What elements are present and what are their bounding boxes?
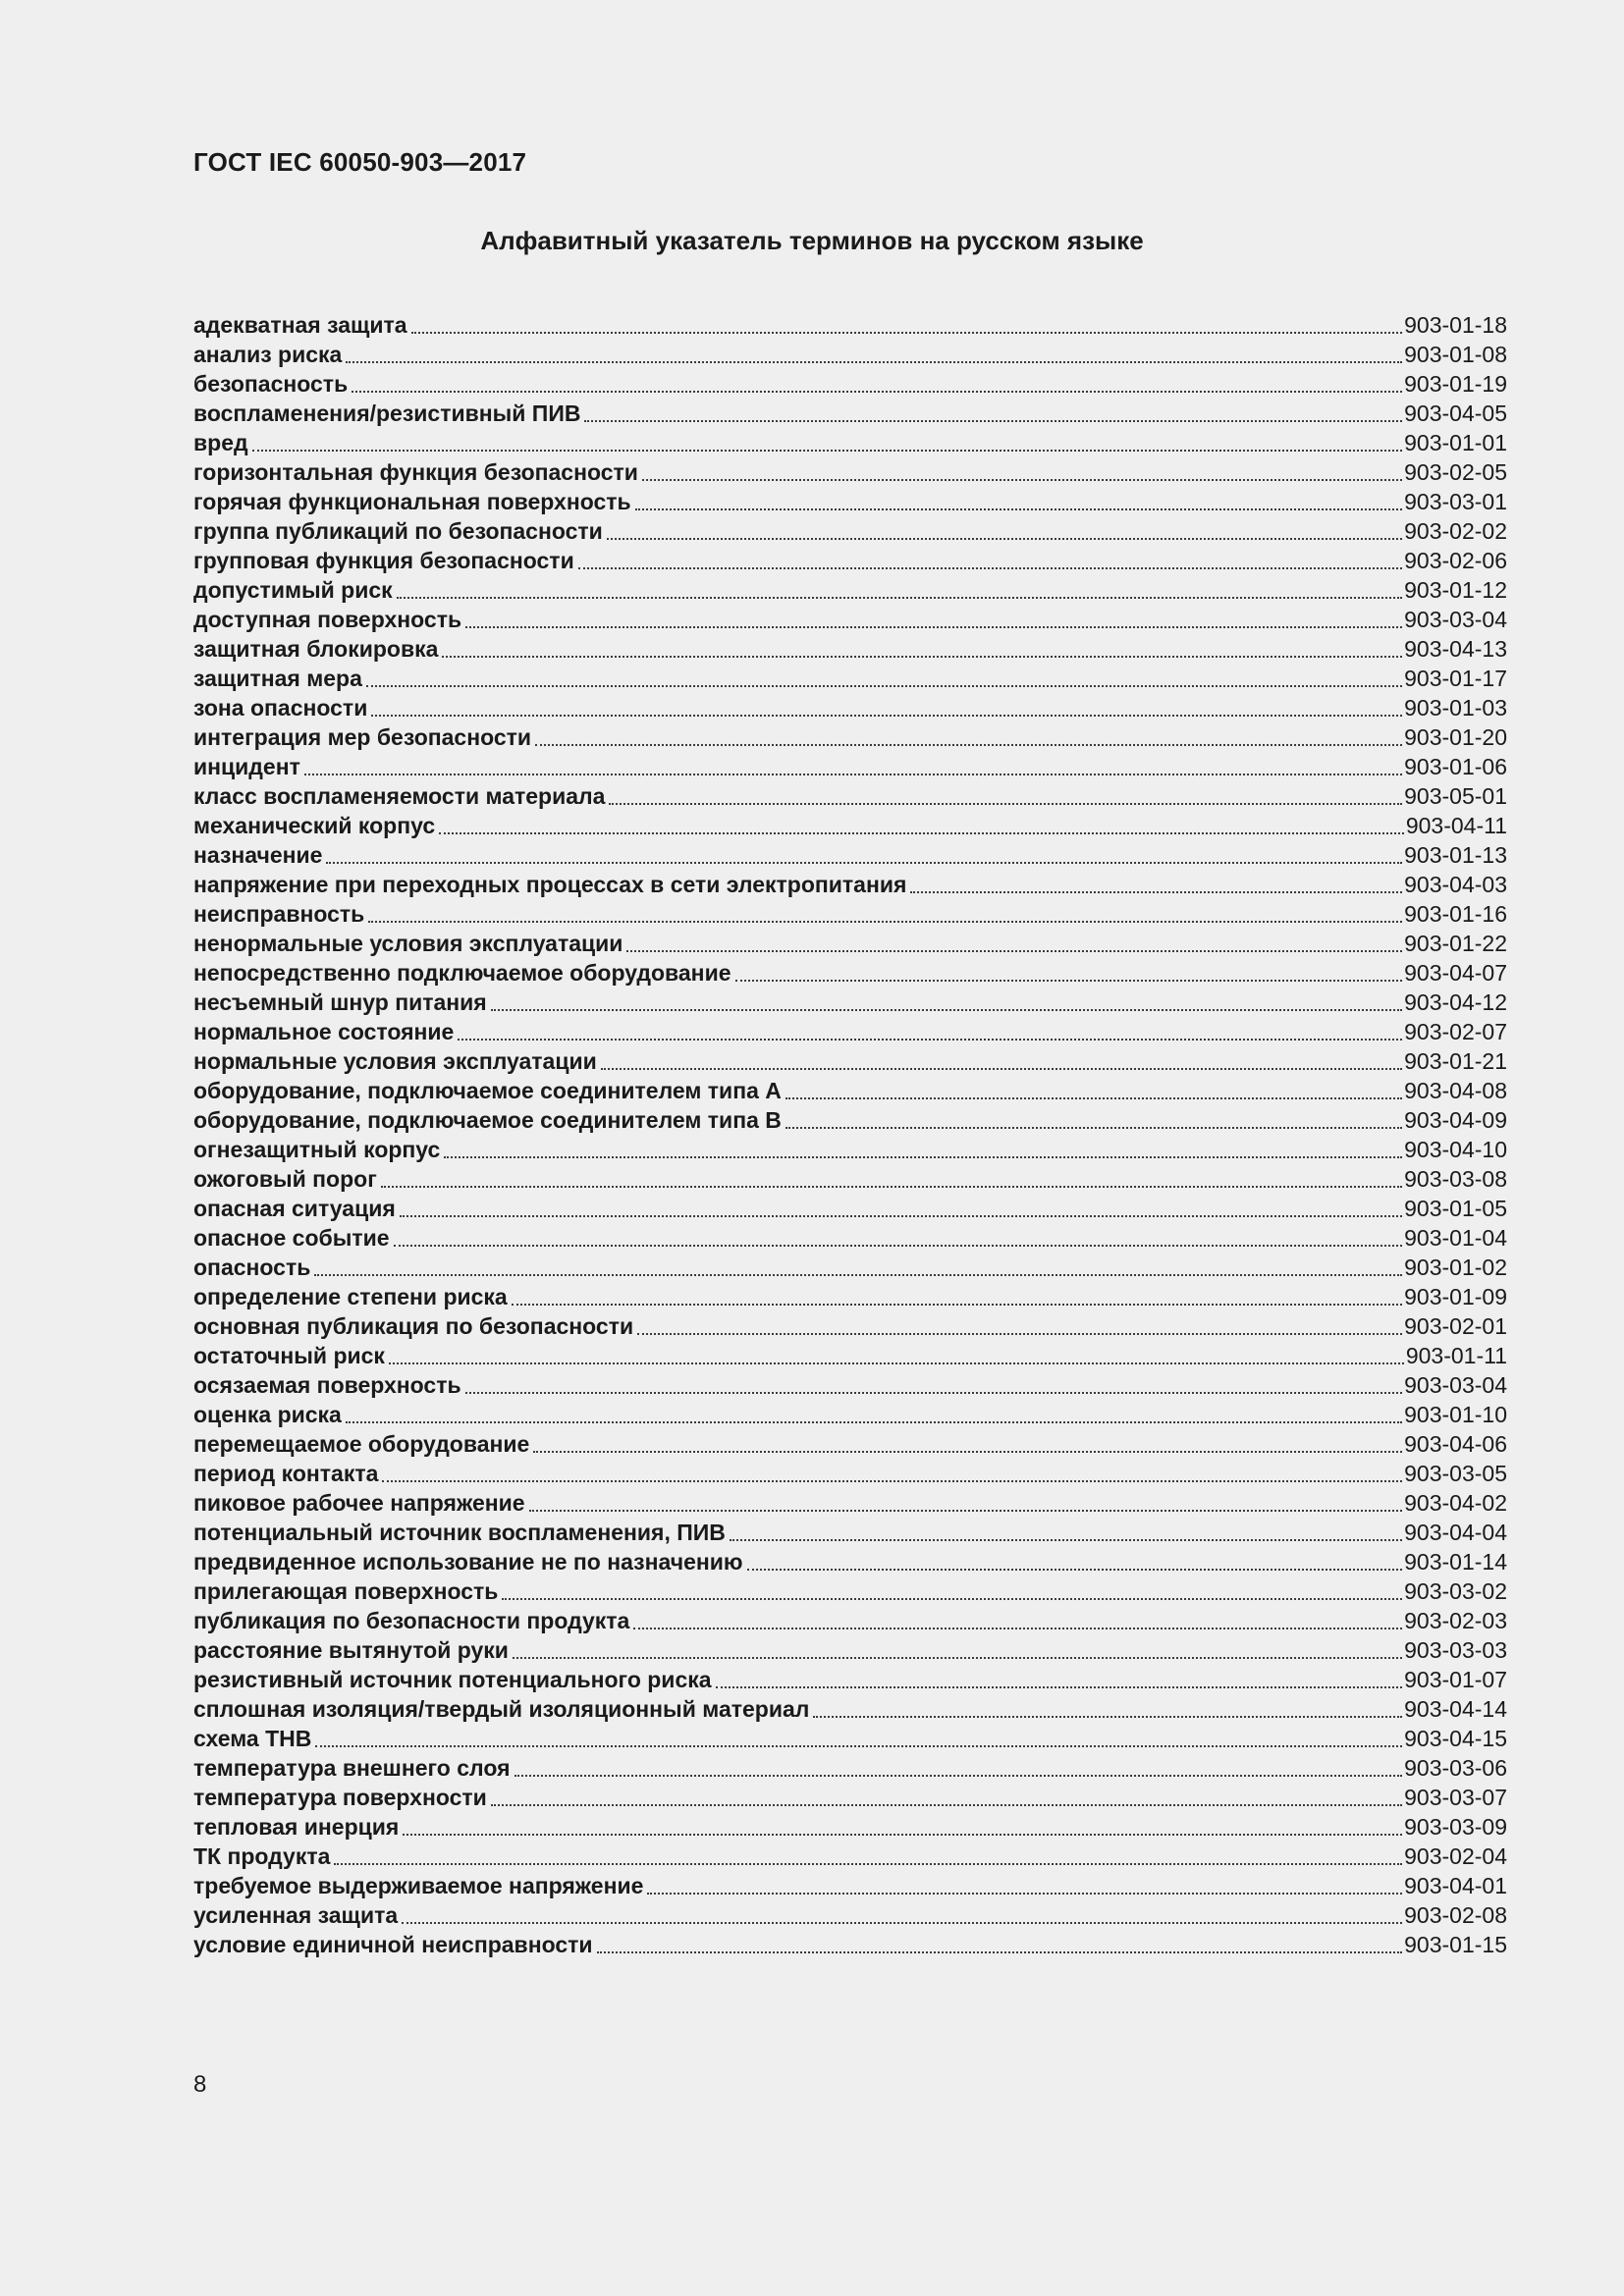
term-code: 903-04-02 <box>1404 1490 1507 1516</box>
index-term: оборудование, подключаемое соединителем типа А <box>193 1078 782 1103</box>
dot-leader <box>601 1068 1402 1070</box>
index-term: адекватная защита <box>193 312 407 338</box>
dot-leader <box>584 420 1402 422</box>
index-term: остаточный риск <box>193 1343 385 1368</box>
index-entry <box>193 1076 1507 1105</box>
dot-leader <box>382 1480 1402 1482</box>
index-term: предвиденное использование не по назначению <box>193 1549 743 1575</box>
index-entry <box>193 1871 1507 1900</box>
dot-leader <box>491 1804 1402 1806</box>
index-entry <box>193 1341 1507 1370</box>
index-term: публикация по безопасности продукта <box>193 1608 630 1633</box>
dot-leader <box>444 1156 1402 1158</box>
dot-leader <box>626 950 1402 952</box>
index-term: защитная мера <box>193 666 362 691</box>
dot-leader <box>334 1863 1402 1865</box>
dot-leader <box>730 1539 1402 1541</box>
term-code: 903-03-06 <box>1404 1755 1507 1781</box>
term-index-list <box>193 310 1507 1959</box>
dot-leader <box>442 656 1402 658</box>
index-entry <box>193 546 1507 575</box>
term-code: 903-01-18 <box>1404 312 1507 338</box>
index-term: оценка риска <box>193 1402 342 1427</box>
dot-leader <box>458 1039 1402 1041</box>
index-entry <box>193 958 1507 988</box>
index-entry <box>193 781 1507 811</box>
index-term: механический корпус <box>193 813 436 838</box>
term-code: 903-01-10 <box>1404 1402 1507 1427</box>
index-entry <box>193 1370 1507 1400</box>
index-term: несъемный шнур питания <box>193 989 487 1015</box>
dot-leader <box>716 1686 1403 1688</box>
index-entry <box>193 840 1507 870</box>
dot-leader <box>609 803 1402 805</box>
index-entry <box>193 1311 1507 1341</box>
term-code: 903-01-12 <box>1404 577 1507 603</box>
term-code: 903-03-01 <box>1404 489 1507 514</box>
index-term: горизонтальная функция безопасности <box>193 459 638 485</box>
index-term: групповая функция безопасности <box>193 548 574 573</box>
page-number: 8 <box>193 2071 207 2098</box>
dot-leader <box>529 1510 1403 1512</box>
index-term: тепловая инерция <box>193 1814 400 1840</box>
dot-leader <box>394 1245 1403 1247</box>
term-code: 903-01-11 <box>1405 1343 1507 1368</box>
term-code: 903-04-14 <box>1404 1696 1507 1722</box>
term-code: 903-01-21 <box>1404 1048 1507 1074</box>
dot-leader <box>502 1598 1402 1600</box>
index-term: усиленная защита <box>193 1902 399 1928</box>
dot-leader <box>439 832 1404 834</box>
term-code: 903-01-01 <box>1404 430 1507 455</box>
term-code: 903-03-07 <box>1404 1785 1507 1810</box>
index-entry <box>193 487 1507 516</box>
dot-leader <box>346 361 1402 363</box>
dot-leader <box>371 715 1402 717</box>
index-entry <box>193 1900 1507 1930</box>
index-term: непосредственно подключаемое оборудование <box>193 960 731 986</box>
dot-leader <box>465 626 1402 628</box>
term-code: 903-04-03 <box>1404 872 1507 897</box>
index-entry <box>193 1253 1507 1282</box>
index-term: требуемое выдерживаемое напряжение <box>193 1873 644 1898</box>
dot-leader <box>633 1628 1402 1629</box>
term-code: 903-03-09 <box>1404 1814 1507 1840</box>
dot-leader <box>514 1775 1403 1777</box>
index-term: назначение <box>193 842 323 868</box>
index-entry <box>193 1488 1507 1518</box>
index-term: основная публикация по безопасности <box>193 1313 634 1339</box>
dot-leader <box>635 508 1402 510</box>
dot-leader <box>813 1716 1402 1718</box>
index-term: доступная поверхность <box>193 607 462 632</box>
term-code: 903-03-04 <box>1404 607 1507 632</box>
index-term: огнезащитный корпус <box>193 1137 441 1162</box>
term-code: 903-01-04 <box>1404 1225 1507 1251</box>
index-term: температура внешнего слоя <box>193 1755 511 1781</box>
index-entry <box>193 870 1507 899</box>
dot-leader <box>637 1333 1402 1335</box>
term-code: 903-01-20 <box>1404 724 1507 750</box>
dot-leader <box>533 1451 1402 1453</box>
index-entry <box>193 1282 1507 1311</box>
index-entry <box>193 929 1507 958</box>
index-term: напряжение при переходных процессах в сети электропитания <box>193 872 907 897</box>
index-term: интеграция мер безопасности <box>193 724 532 750</box>
term-code: 903-05-01 <box>1404 783 1507 809</box>
dot-leader <box>326 862 1402 864</box>
dot-leader <box>607 538 1402 540</box>
index-entry <box>193 1842 1507 1871</box>
index-term: инцидент <box>193 754 300 779</box>
index-term: перемещаемое оборудование <box>193 1431 530 1457</box>
term-code: 903-01-07 <box>1404 1667 1507 1692</box>
index-term: группа публикаций по безопасности <box>193 518 603 544</box>
index-entry <box>193 1400 1507 1429</box>
term-code: 903-02-01 <box>1404 1313 1507 1339</box>
index-term: опасная ситуация <box>193 1196 396 1221</box>
index-term: допустимый риск <box>193 577 393 603</box>
index-term: потенциальный источник воспламенения, ПИВ <box>193 1520 726 1545</box>
term-code: 903-01-16 <box>1404 901 1507 927</box>
term-code: 903-04-01 <box>1404 1873 1507 1898</box>
term-code: 903-02-06 <box>1404 548 1507 573</box>
index-term: зона опасности <box>193 695 368 721</box>
term-code: 903-04-09 <box>1404 1107 1507 1133</box>
index-term: определение степени риска <box>193 1284 508 1309</box>
term-code: 903-02-08 <box>1404 1902 1507 1928</box>
index-entry <box>193 899 1507 929</box>
index-term: безопасность <box>193 371 349 397</box>
dot-leader <box>647 1893 1402 1895</box>
dot-leader <box>747 1569 1403 1571</box>
dot-leader <box>314 1274 1402 1276</box>
index-term: горячая функциональная поверхность <box>193 489 631 514</box>
term-code: 903-04-05 <box>1404 400 1507 426</box>
dot-leader <box>400 1215 1402 1217</box>
dot-leader <box>642 479 1402 481</box>
dot-leader <box>366 685 1402 687</box>
index-entry <box>193 1576 1507 1606</box>
dot-leader <box>346 1421 1402 1423</box>
index-entry <box>193 1930 1507 1959</box>
dot-leader <box>910 891 1402 893</box>
index-term: ненормальные условия эксплуатации <box>193 931 623 956</box>
dot-leader <box>735 980 1403 982</box>
index-entry <box>193 1547 1507 1576</box>
term-code: 903-01-08 <box>1404 342 1507 367</box>
dot-leader <box>315 1745 1402 1747</box>
term-code: 903-03-08 <box>1404 1166 1507 1192</box>
index-entry <box>193 1017 1507 1046</box>
index-entry <box>193 1724 1507 1753</box>
index-term: схема ТНВ <box>193 1726 312 1751</box>
dot-leader <box>368 921 1402 923</box>
index-term: ТК продукта <box>193 1843 331 1869</box>
term-code: 903-02-07 <box>1404 1019 1507 1044</box>
index-term: осязаемая поверхность <box>193 1372 461 1398</box>
index-term: пиковое рабочее напряжение <box>193 1490 525 1516</box>
term-code: 903-02-05 <box>1404 459 1507 485</box>
term-code: 903-04-08 <box>1404 1078 1507 1103</box>
index-entry <box>193 1753 1507 1783</box>
index-entry <box>193 1135 1507 1164</box>
index-term: прилегающая поверхность <box>193 1578 499 1604</box>
term-code: 903-04-07 <box>1404 960 1507 986</box>
index-entry <box>193 634 1507 664</box>
term-code: 903-01-19 <box>1404 371 1507 397</box>
index-entry <box>193 516 1507 546</box>
term-code: 903-01-02 <box>1404 1255 1507 1280</box>
index-term: оборудование, подключаемое соединителем типа В <box>193 1107 782 1133</box>
index-entry <box>193 664 1507 693</box>
term-code: 903-04-12 <box>1404 989 1507 1015</box>
term-code: 903-03-05 <box>1404 1461 1507 1486</box>
index-term: ожоговый порог <box>193 1166 377 1192</box>
page-title: Алфавитный указатель терминов на русском языке <box>480 226 1144 255</box>
term-code: 903-04-11 <box>1405 813 1507 838</box>
index-term: анализ риска <box>193 342 343 367</box>
index-entry <box>193 1518 1507 1547</box>
index-entry <box>193 1223 1507 1253</box>
index-entry <box>193 1606 1507 1635</box>
document-header: ГОСТ IEC 60050-903—2017 <box>193 147 527 177</box>
index-entry <box>193 1635 1507 1665</box>
dot-leader <box>535 744 1402 746</box>
index-entry <box>193 428 1507 457</box>
term-code: 903-02-02 <box>1404 518 1507 544</box>
term-code: 903-02-03 <box>1404 1608 1507 1633</box>
index-entry <box>193 1429 1507 1459</box>
index-entry <box>193 1194 1507 1223</box>
term-code: 903-01-14 <box>1404 1549 1507 1575</box>
index-entry <box>193 369 1507 399</box>
term-code: 903-01-09 <box>1404 1284 1507 1309</box>
dot-leader <box>397 597 1403 599</box>
index-entry <box>193 605 1507 634</box>
index-entry <box>193 1164 1507 1194</box>
index-term: опасное событие <box>193 1225 390 1251</box>
term-code: 903-01-05 <box>1404 1196 1507 1221</box>
index-entry <box>193 988 1507 1017</box>
index-term: класс воспламеняемости материала <box>193 783 606 809</box>
dot-leader <box>785 1097 1402 1099</box>
dot-leader <box>465 1392 1403 1394</box>
index-entry <box>193 1459 1507 1488</box>
term-code: 903-03-04 <box>1404 1372 1507 1398</box>
term-code: 903-01-13 <box>1404 842 1507 868</box>
index-term: вред <box>193 430 248 455</box>
index-term: неисправность <box>193 901 365 927</box>
index-entry <box>193 575 1507 605</box>
index-entry <box>193 457 1507 487</box>
index-entry <box>193 340 1507 369</box>
term-code: 903-01-15 <box>1404 1932 1507 1957</box>
index-entry <box>193 1665 1507 1694</box>
term-code: 903-04-10 <box>1404 1137 1507 1162</box>
dot-leader <box>381 1186 1402 1188</box>
dot-leader <box>304 774 1402 775</box>
index-entry <box>193 310 1507 340</box>
index-entry <box>193 1046 1507 1076</box>
term-code: 903-01-03 <box>1404 695 1507 721</box>
index-term: нормальное состояние <box>193 1019 455 1044</box>
dot-leader <box>785 1127 1402 1129</box>
index-entry <box>193 399 1507 428</box>
dot-leader <box>402 1922 1402 1924</box>
dot-leader <box>513 1657 1402 1659</box>
term-code: 903-04-15 <box>1404 1726 1507 1751</box>
dot-leader <box>403 1834 1402 1836</box>
dot-leader <box>352 391 1402 393</box>
term-code: 903-01-22 <box>1404 931 1507 956</box>
index-term: расстояние вытянутой руки <box>193 1637 509 1663</box>
index-term: температура поверхности <box>193 1785 487 1810</box>
dot-leader <box>578 567 1402 569</box>
index-term: защитная блокировка <box>193 636 439 662</box>
index-term: условие единичной неисправности <box>193 1932 593 1957</box>
dot-leader <box>389 1362 1404 1364</box>
index-entry <box>193 1105 1507 1135</box>
index-term: опасность <box>193 1255 311 1280</box>
term-code: 903-04-13 <box>1404 636 1507 662</box>
index-term: период контакта <box>193 1461 379 1486</box>
dot-leader <box>512 1304 1402 1306</box>
index-entry <box>193 1812 1507 1842</box>
dot-leader <box>411 332 1403 334</box>
term-code: 903-03-02 <box>1404 1578 1507 1604</box>
index-entry <box>193 1783 1507 1812</box>
index-entry <box>193 693 1507 722</box>
term-code: 903-04-06 <box>1404 1431 1507 1457</box>
dot-leader <box>252 450 1403 452</box>
index-entry <box>193 722 1507 752</box>
term-code: 903-03-03 <box>1404 1637 1507 1663</box>
term-code: 903-01-06 <box>1404 754 1507 779</box>
term-code: 903-01-17 <box>1404 666 1507 691</box>
index-entry <box>193 1694 1507 1724</box>
index-term: нормальные условия эксплуатации <box>193 1048 597 1074</box>
dot-leader <box>597 1951 1403 1953</box>
term-code: 903-04-04 <box>1404 1520 1507 1545</box>
term-code: 903-02-04 <box>1404 1843 1507 1869</box>
index-entry <box>193 752 1507 781</box>
index-entry <box>193 811 1507 840</box>
index-term: резистивный источник потенциального риска <box>193 1667 712 1692</box>
dot-leader <box>491 1009 1402 1011</box>
index-term: воспламенения/резистивный ПИВ <box>193 400 581 426</box>
index-term: сплошная изоляция/твердый изоляционный материал <box>193 1696 810 1722</box>
